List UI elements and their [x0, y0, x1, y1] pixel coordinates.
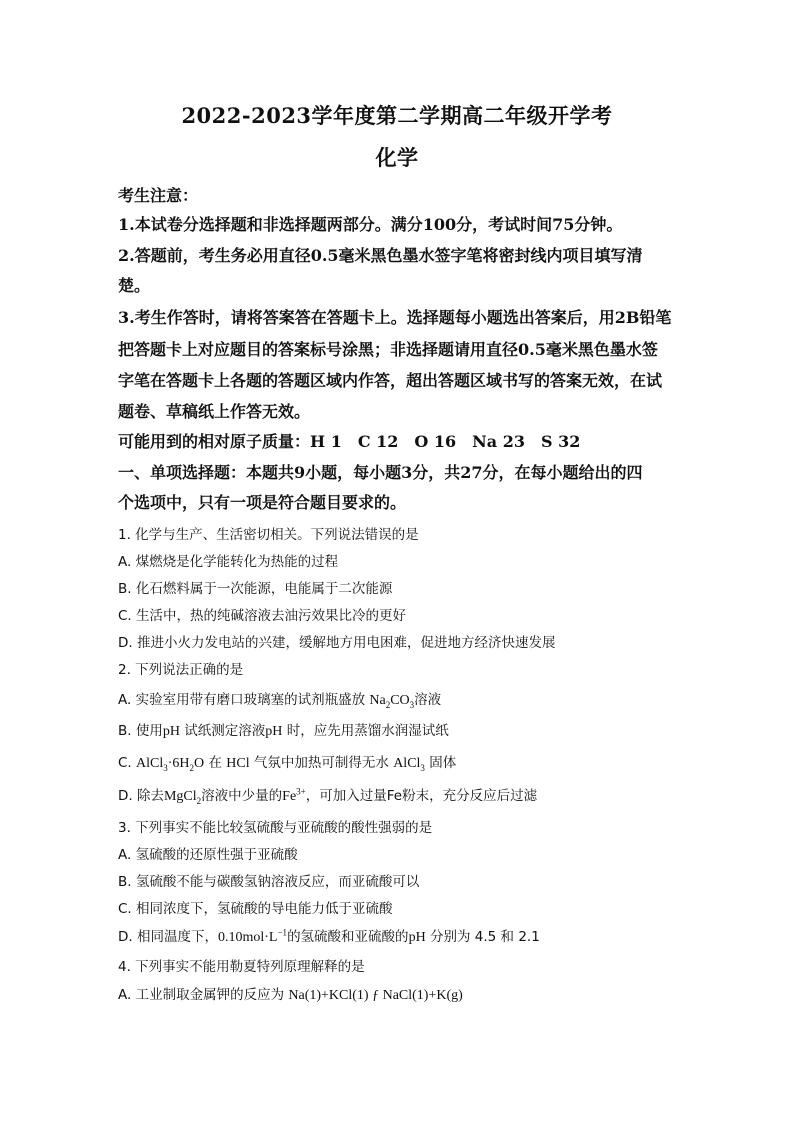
q4-option-a: A. 工业制取金属钾的反应为 Na(1)+KCl(1) ƒ NaCl(1)+K(g) — [118, 987, 463, 1003]
notice-heading: 考生注意： — [118, 186, 199, 205]
q1-option-c: C. 生活中，热的纯碱溶液去油污效果比冷的更好 — [118, 608, 407, 624]
q1-option-b: B. 化石燃料属于一次能源，电能属于二次能源 — [118, 581, 393, 597]
notice-item-3-line-2: 把答题卡上对应题目的答案标号涂黑；非选择题请用直径0.5毫米黑色墨水签 — [118, 340, 658, 359]
notice-item-2-line-2: 楚。 — [118, 276, 151, 295]
exam-title: 2022-2023学年度第二学期高二年级开学考 — [181, 103, 613, 128]
q3-option-b: B. 氢硫酸不能与碳酸氢钠溶液反应，而亚硫酸可以 — [118, 874, 420, 890]
q2-option-c: C. $AlCl_3\cdot 6H_2O$ 在 HCl 气氛中加热可制得无水 AlCl$_3$ 固体 — [118, 755, 457, 773]
notice-item-2-line-1: 2.答题前，考生务必用直径0.5毫米黑色墨水签字笔将密封线内项目填写清 — [118, 246, 643, 265]
q1-option-d: D. 推进小火力发电站的兴建，缓解地方用电困难，促进地方经济快速发展 — [118, 635, 556, 651]
notice-item-3-line-4: 题卷、草稿纸上作答无效。 — [118, 402, 311, 421]
q2-stem: 2. 下列说法正确的是 — [118, 662, 244, 678]
q2-option-b: B. 使用pH 试纸测定溶液pH 时，应先用蒸馏水润湿试纸 — [118, 723, 449, 739]
q1-option-a: A. 煤燃烧是化学能转化为热能的过程 — [118, 554, 339, 570]
q2-option-a: A. 实验室用带有磨口玻璃塞的试剂瓶盛放 $Na_2CO_3$溶液 — [118, 692, 442, 710]
q3-stem: 3. 下列事实不能比较氢硫酸与亚硫酸的酸性强弱的是 — [118, 820, 433, 836]
section-1-heading-line-2: 个选项中，只有一项是符合题目要求的。 — [118, 493, 407, 512]
subject-title: 化学 — [375, 145, 419, 170]
q3-option-c: C. 相同浓度下，氢硫酸的导电能力低于亚硫酸 — [118, 901, 393, 917]
notice-item-3-line-3: 字笔在答题卡上各题的答题区域内作答，超出答题区域书写的答案无效，在试 — [118, 371, 663, 390]
atomic-masses: 可能用到的相对原子质量：H 1 C 12 O 16 Na 23 S 32 — [118, 432, 581, 451]
q2-option-d: D. 除去MgCl$_2$溶液中少量的$Fe^{3+}$，可加入过量Fe粉末，充分反应后过滤 — [118, 786, 538, 806]
q3-option-d: D. 相同温度下，$0.10mol\cdot L^{-1}$的氢硫酸和亚硫酸的pH 分别为 4.5 和 2.1 — [118, 927, 540, 945]
q3-option-a: A. 氢硫酸的还原性强于亚硫酸 — [118, 847, 298, 863]
notice-item-1: 1.本试卷分选择题和非选择题两部分。满分100分，考试时间75分钟。 — [118, 215, 623, 234]
q1-stem: 1. 化学与生产、生活密切相关。下列说法错误的是 — [118, 527, 419, 543]
section-1-heading-line-1: 一、单项选择题：本题共9小题，每小题3分，共27分，在每小题给出的四 — [118, 463, 643, 482]
notice-item-3-line-1: 3.考生作答时，请将答案答在答题卡上。选择题每小题选出答案后，用2B铅笔 — [118, 308, 672, 327]
q4-stem: 4. 下列事实不能用勒夏特列原理解释的是 — [118, 959, 365, 975]
